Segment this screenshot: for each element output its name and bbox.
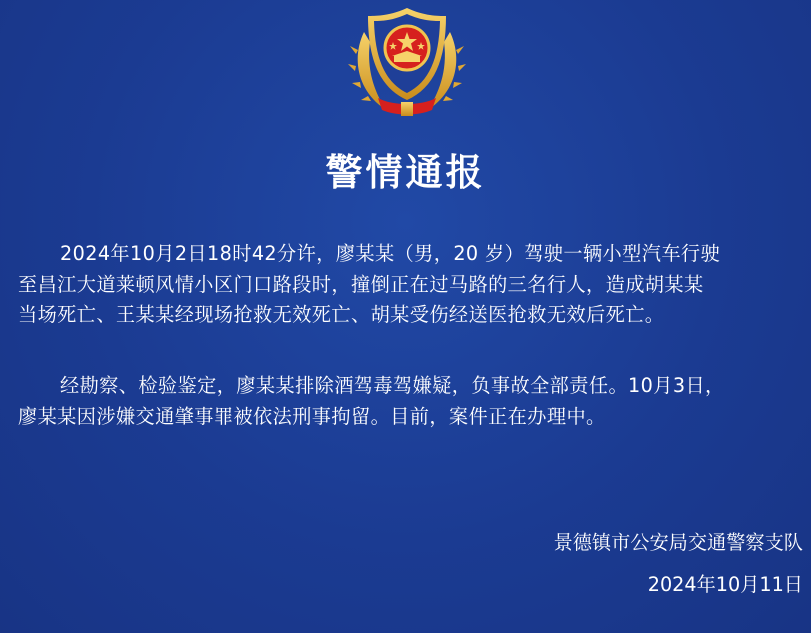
police-emblem-icon — [346, 2, 468, 122]
paragraph-line: 至昌江大道莱顿风情小区门口路段时，撞倒正在过马路的三名行人，造成胡某某 — [18, 272, 704, 296]
paragraph-line: 2024年10月2日18时42分许，廖某某（男，20 岁）驾驶一辆小型汽车行驶 — [60, 242, 721, 265]
issue-date: 2024年10月11日 — [647, 573, 803, 596]
page-title: 警情通报 — [325, 151, 486, 194]
paragraph-line: 经勘察、检验鉴定，廖某某排除酒驾毒驾嫌疑，负事故全部责任。10月3日， — [60, 374, 725, 397]
signature-block — [554, 528, 803, 612]
issuer-name: 景德镇市公安局交通警察支队 — [553, 531, 803, 554]
paragraph-investigation — [18, 371, 808, 432]
paragraph-line: 当场死亡、王某某经现场抢救无效死亡、胡某受伤经送医抢救无效后死亡。 — [18, 303, 665, 326]
paragraph-line: 廖某某因涉嫌交通肇事罪被依法刑事拘留。目前，案件正在办理中。 — [18, 404, 606, 428]
paragraph-incident — [18, 239, 808, 331]
